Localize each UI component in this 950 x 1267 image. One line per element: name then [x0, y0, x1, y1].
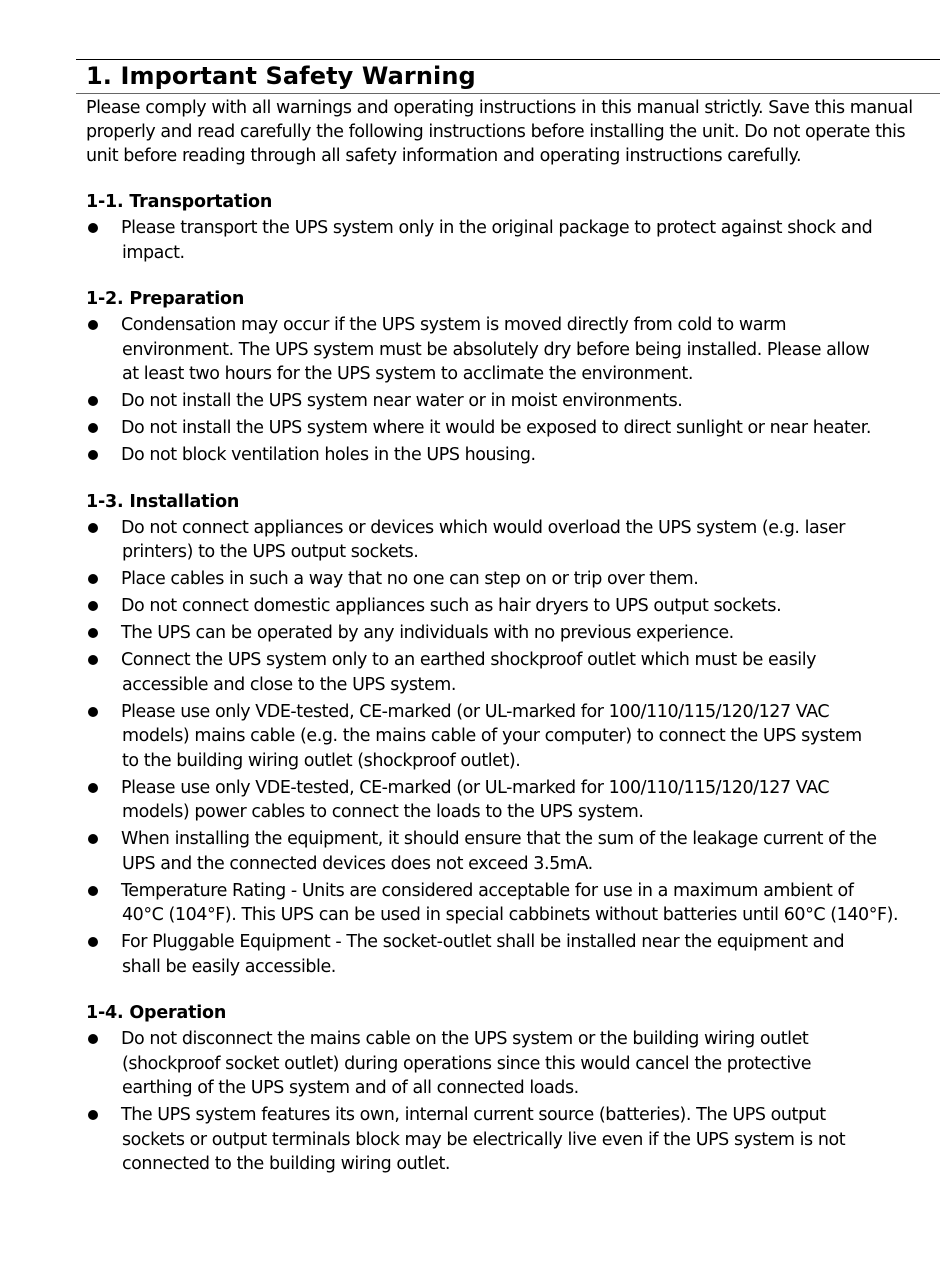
intro-line: properly and read carefully the following instructions before installing the unit. Do not operate this [86, 122, 906, 142]
list-item-text: models) power cables to connect the loads to the UPS system. [122, 802, 644, 822]
list-item-text: UPS and the connected devices does not exceed 3.5mA. [122, 853, 593, 874]
bullet-list [86, 1027, 942, 1177]
list-item [86, 1027, 942, 1101]
section-heading: 1-3. Installation [86, 491, 240, 512]
list-item-text: Place cables in such a way that no one can step on or trip over them. [121, 569, 699, 589]
list-item-text: The UPS system features its own, internal current source (batteries). The UPS output [121, 1105, 826, 1125]
list-item-text: Please transport the UPS system only in the original package to protect against shock and [121, 218, 873, 238]
intro-paragraph [86, 96, 942, 168]
bullet-icon [88, 834, 98, 844]
list-item-text: at least two hours for the UPS system to acclimate the environment. [122, 364, 693, 384]
list-item [86, 443, 942, 468]
bullet-icon [88, 1110, 98, 1120]
intro-line: Please comply with all warnings and operating instructions in this manual strictly. Save this manual [86, 98, 913, 118]
list-item-text: For Pluggable Equipment - The socket-outlet shall be installed near the equipment and [121, 932, 845, 952]
bullet-icon [88, 937, 98, 947]
list-item [86, 879, 942, 928]
bullet-icon [88, 601, 98, 611]
list-item [86, 313, 942, 387]
list-item [86, 827, 942, 876]
bullet-icon [88, 423, 98, 433]
section [86, 190, 942, 265]
list-item-text: Temperature Rating - Units are considered acceptable for use in a maximum ambient of [121, 880, 854, 901]
bullet-icon [88, 1034, 98, 1044]
list-item-text: The UPS can be operated by any individuals with no previous experience. [121, 623, 734, 643]
bullet-icon [88, 783, 98, 793]
list-item-text: printers) to the UPS output sockets. [122, 542, 419, 562]
list-item-text: Do not block ventilation holes in the UPS housing. [121, 445, 536, 465]
document-body [86, 96, 942, 1179]
list-item [86, 621, 942, 646]
sections [86, 190, 942, 1177]
bullet-icon [88, 523, 98, 533]
list-item [86, 416, 942, 441]
page-title: 1. Important Safety Warning [86, 62, 476, 90]
list-item-text: Do not install the UPS system near water or in moist environments. [121, 391, 683, 411]
list-item-text: sockets or output terminals block may be electrically live even if the UPS system is not [122, 1129, 846, 1150]
list-item-text: Please use only VDE-tested, CE-marked (or UL-marked for 100/110/115/120/127 VAC [121, 701, 830, 722]
list-item-text: to the building wiring outlet (shockproof outlet). [122, 750, 521, 771]
list-item-text: Do not connect appliances or devices which would overload the UPS system (e.g. laser [121, 517, 846, 538]
list-item [86, 516, 942, 565]
list-item [86, 700, 942, 774]
list-item-text: shall be easily accessible. [122, 956, 336, 977]
list-item-text: 40°C (104°F). This UPS can be used in special cabbinets without batteries until 60°C (140°F). [122, 905, 899, 925]
bullet-icon [88, 574, 98, 584]
list-item-text: earthing of the UPS system and of all connected loads. [122, 1078, 579, 1098]
top-rule [76, 59, 940, 60]
list-item-text: connected to the building wiring outlet. [122, 1154, 450, 1174]
list-item-text: accessible and close to the UPS system. [122, 674, 456, 695]
list-item-text: When installing the equipment, it should ensure that the sum of the leakage current of the [121, 829, 877, 849]
bullet-icon [88, 223, 98, 233]
bullet-icon [88, 707, 98, 717]
section-heading: 1-2. Preparation [86, 289, 245, 309]
list-item-text: impact. [122, 242, 185, 263]
list-item [86, 776, 942, 825]
bullet-icon [88, 320, 98, 330]
bullet-list [86, 216, 942, 265]
list-item-text: Do not connect domestic appliances such as hair dryers to UPS output sockets. [121, 596, 782, 616]
bullet-icon [88, 886, 98, 896]
list-item-text: Do not install the UPS system where it would be exposed to direct sunlight or near heater. [121, 418, 871, 438]
list-item-text: (shockproof socket outlet) during operations since this would cancel the protective [122, 1053, 812, 1074]
bullet-list [86, 313, 942, 468]
section [86, 490, 942, 980]
bullet-icon [88, 396, 98, 406]
list-item-text: Condensation may occur if the UPS system is moved directly from cold to warm [121, 315, 787, 335]
bullet-icon [88, 450, 98, 460]
list-item [86, 1103, 942, 1177]
list-item [86, 216, 942, 265]
list-item [86, 930, 942, 979]
list-item [86, 567, 942, 592]
bullet-icon [88, 655, 98, 665]
list-item-text: Connect the UPS system only to an earthed shockproof outlet which must be easily [121, 650, 817, 670]
title-rule [76, 93, 940, 94]
list-item-text: Do not disconnect the mains cable on the UPS system or the building wiring outlet [121, 1029, 809, 1049]
list-item [86, 389, 942, 414]
list-item [86, 594, 942, 619]
section [86, 1001, 942, 1177]
bullet-icon [88, 628, 98, 638]
bullet-list [86, 516, 942, 980]
intro-line: unit before reading through all safety information and operating instructions carefully. [86, 146, 802, 166]
section [86, 287, 942, 468]
list-item-text: models) mains cable (e.g. the mains cable of your computer) to connect the UPS system [122, 726, 862, 746]
list-item-text: Please use only VDE-tested, CE-marked (or UL-marked for 100/110/115/120/127 VAC [121, 777, 830, 798]
section-heading: 1-4. Operation [86, 1003, 227, 1023]
list-item-text: environment. The UPS system must be absolutely dry before being installed. Please allow [122, 339, 870, 360]
section-heading: 1-1. Transportation [86, 192, 273, 212]
list-item [86, 648, 942, 697]
